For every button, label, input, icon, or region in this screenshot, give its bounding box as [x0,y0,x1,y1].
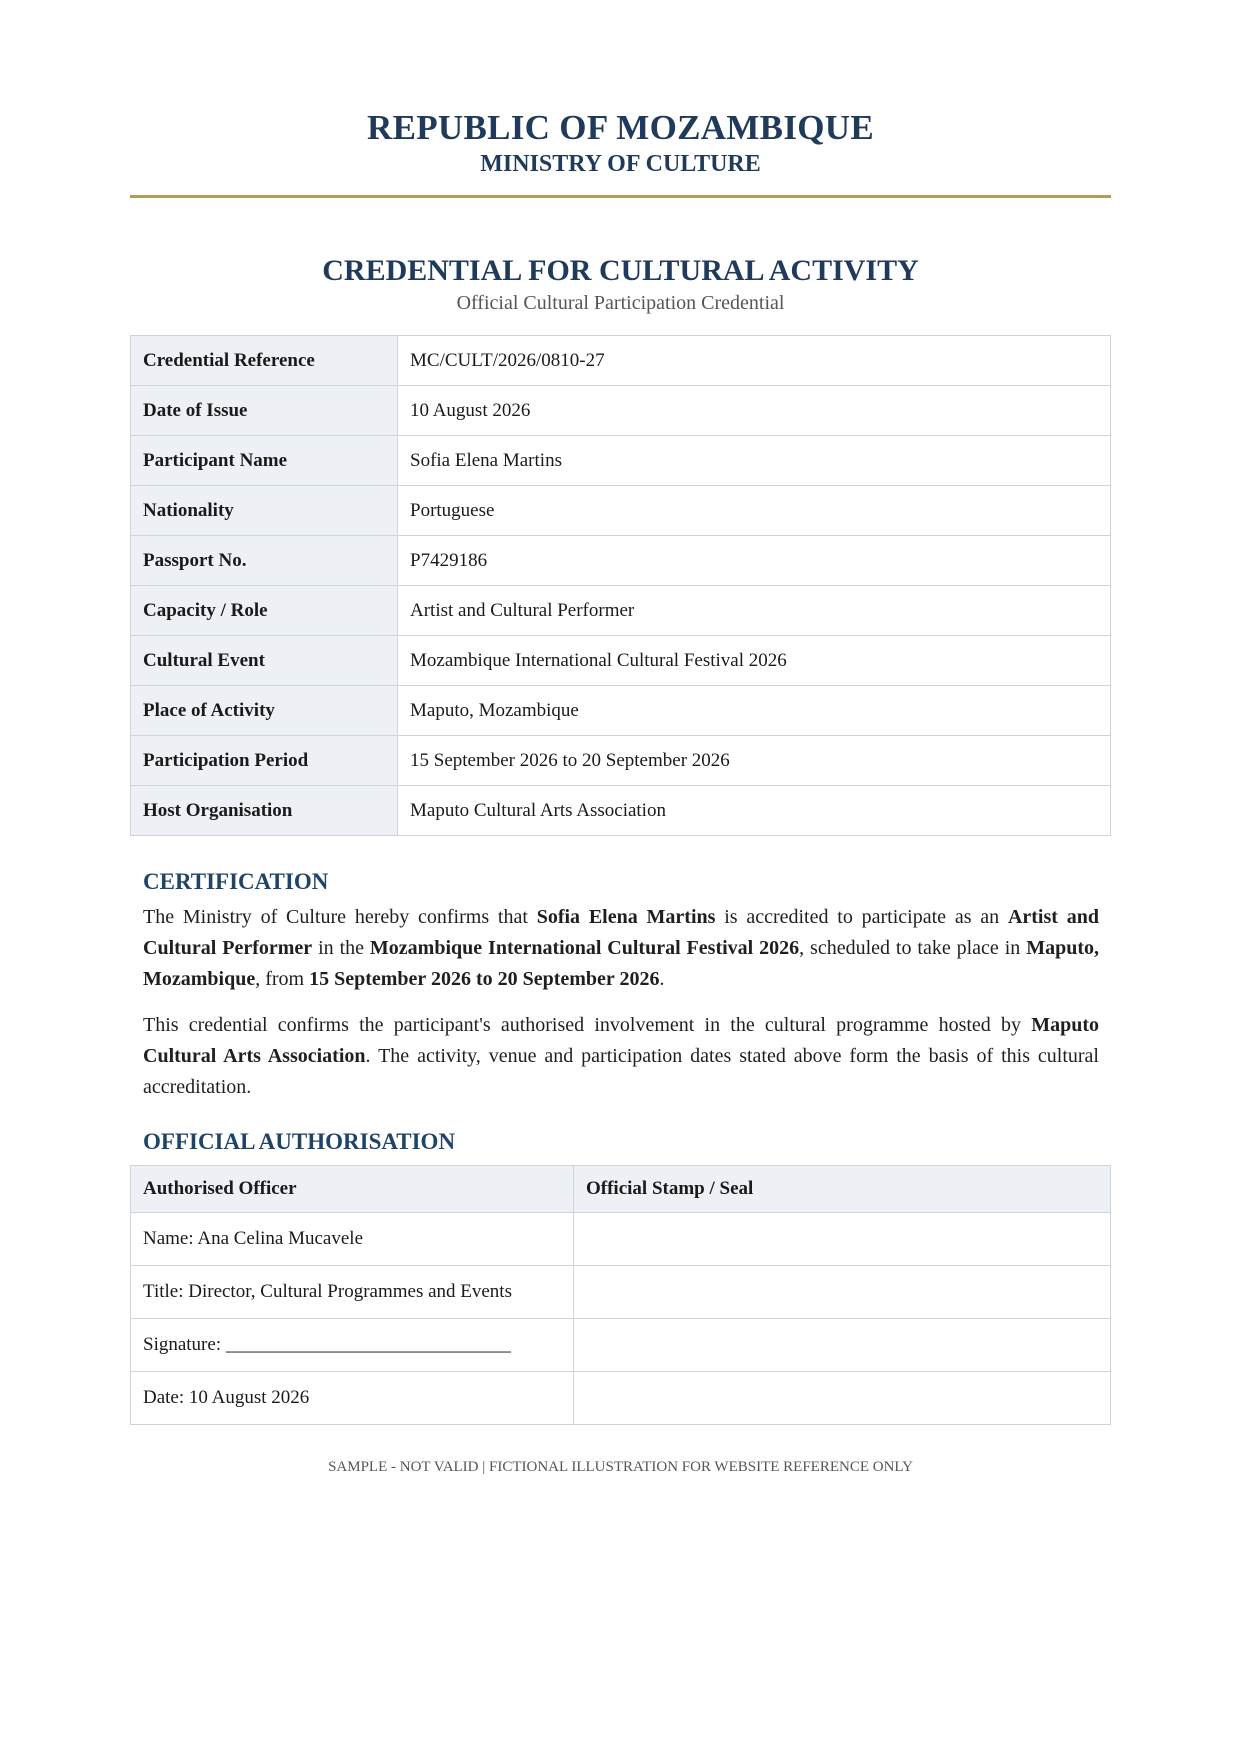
text-span: , from [255,968,310,990]
role-emphasis: Artist and Cultural Performer [143,906,1099,959]
table-row [131,686,1111,736]
officer-name: Name: Ana Celina Mucavele [131,1213,574,1266]
authorisation-heading: OFFICIAL AUTHORISATION [143,1129,456,1154]
signature-line: Signature: ______________________________ [131,1319,574,1372]
field-label: Capacity / Role [131,586,398,636]
table-header-row [131,1166,1111,1213]
place-emphasis: Maputo, Mozambique [143,937,1099,990]
field-value: MC/CULT/2026/0810-27 [398,336,1111,386]
text-span: . [659,968,665,990]
field-label: Host Organisation [131,786,398,836]
field-label: Participation Period [131,736,398,786]
stamp-cell [574,1319,1111,1372]
officer-title: Title: Director, Cultural Programmes and Events [131,1266,574,1319]
header-divider [130,195,1111,198]
field-value: Mozambique International Cultural Festival 2026 [398,636,1111,686]
country-heading: REPUBLIC OF MOZAMBIQUE [367,108,874,147]
text-span: The Ministry of Culture hereby confirms that [143,906,537,928]
field-label: Nationality [131,486,398,536]
field-value: P7429186 [398,536,1111,586]
table-row [131,1372,1111,1425]
document-subtitle: Official Cultural Participation Credential [456,292,785,314]
certification-heading: CERTIFICATION [143,869,329,894]
table-row [131,736,1111,786]
column-header-stamp: Official Stamp / Seal [574,1166,1111,1213]
document-title: CREDENTIAL FOR CULTURAL ACTIVITY [322,254,919,287]
table-row [131,1319,1111,1372]
field-label: Place of Activity [131,686,398,736]
field-label: Date of Issue [131,386,398,436]
field-label: Credential Reference [131,336,398,386]
field-value: Maputo, Mozambique [398,686,1111,736]
table-row [131,336,1111,386]
participant-name-emphasis: Sofia Elena Martins [536,906,716,928]
authorisation-table [130,1165,1111,1425]
text-span: . The activity, venue and participation dates stated above form the basis of this cultural accreditation. [143,1045,1099,1098]
field-value: Portuguese [398,486,1111,536]
authorisation-date: Date: 10 August 2026 [131,1372,574,1425]
field-label: Passport No. [131,536,398,586]
credential-details-table [130,335,1111,836]
text-span: in the [312,937,370,959]
field-value: Sofia Elena Martins [398,436,1111,486]
certification-paragraph [143,902,1099,995]
sample-disclaimer-footer: SAMPLE - NOT VALID | FICTIONAL ILLUSTRATION FOR WEBSITE REFERENCE ONLY [328,1459,913,1475]
credential-scope-paragraph [143,1010,1099,1103]
field-value: Artist and Cultural Performer [398,586,1111,636]
text-span: , scheduled to take place in [799,937,1027,959]
stamp-cell [574,1213,1111,1266]
stamp-cell [574,1372,1111,1425]
text-span: This credential confirms the participant's authorised involvement in the cultural programme hosted by [143,1014,1032,1036]
table-row [131,1213,1111,1266]
table-row [131,636,1111,686]
field-value: 10 August 2026 [398,386,1111,436]
host-emphasis: Maputo Cultural Arts Association [143,1014,1099,1067]
column-header-officer: Authorised Officer [131,1166,574,1213]
stamp-cell [574,1266,1111,1319]
event-emphasis: Mozambique International Cultural Festival 2026 [369,937,800,959]
table-row [131,786,1111,836]
field-value: 15 September 2026 to 20 September 2026 [398,736,1111,786]
table-row [131,586,1111,636]
table-row [131,386,1111,436]
table-row [131,436,1111,486]
table-row [131,486,1111,536]
text-span: is accredited to participate as an [715,906,1008,928]
ministry-heading: MINISTRY OF CULTURE [480,151,761,177]
period-emphasis: 15 September 2026 to 20 September 2026 [309,968,660,990]
table-row [131,536,1111,586]
table-row [131,1266,1111,1319]
field-label: Participant Name [131,436,398,486]
field-value: Maputo Cultural Arts Association [398,786,1111,836]
field-label: Cultural Event [131,636,398,686]
